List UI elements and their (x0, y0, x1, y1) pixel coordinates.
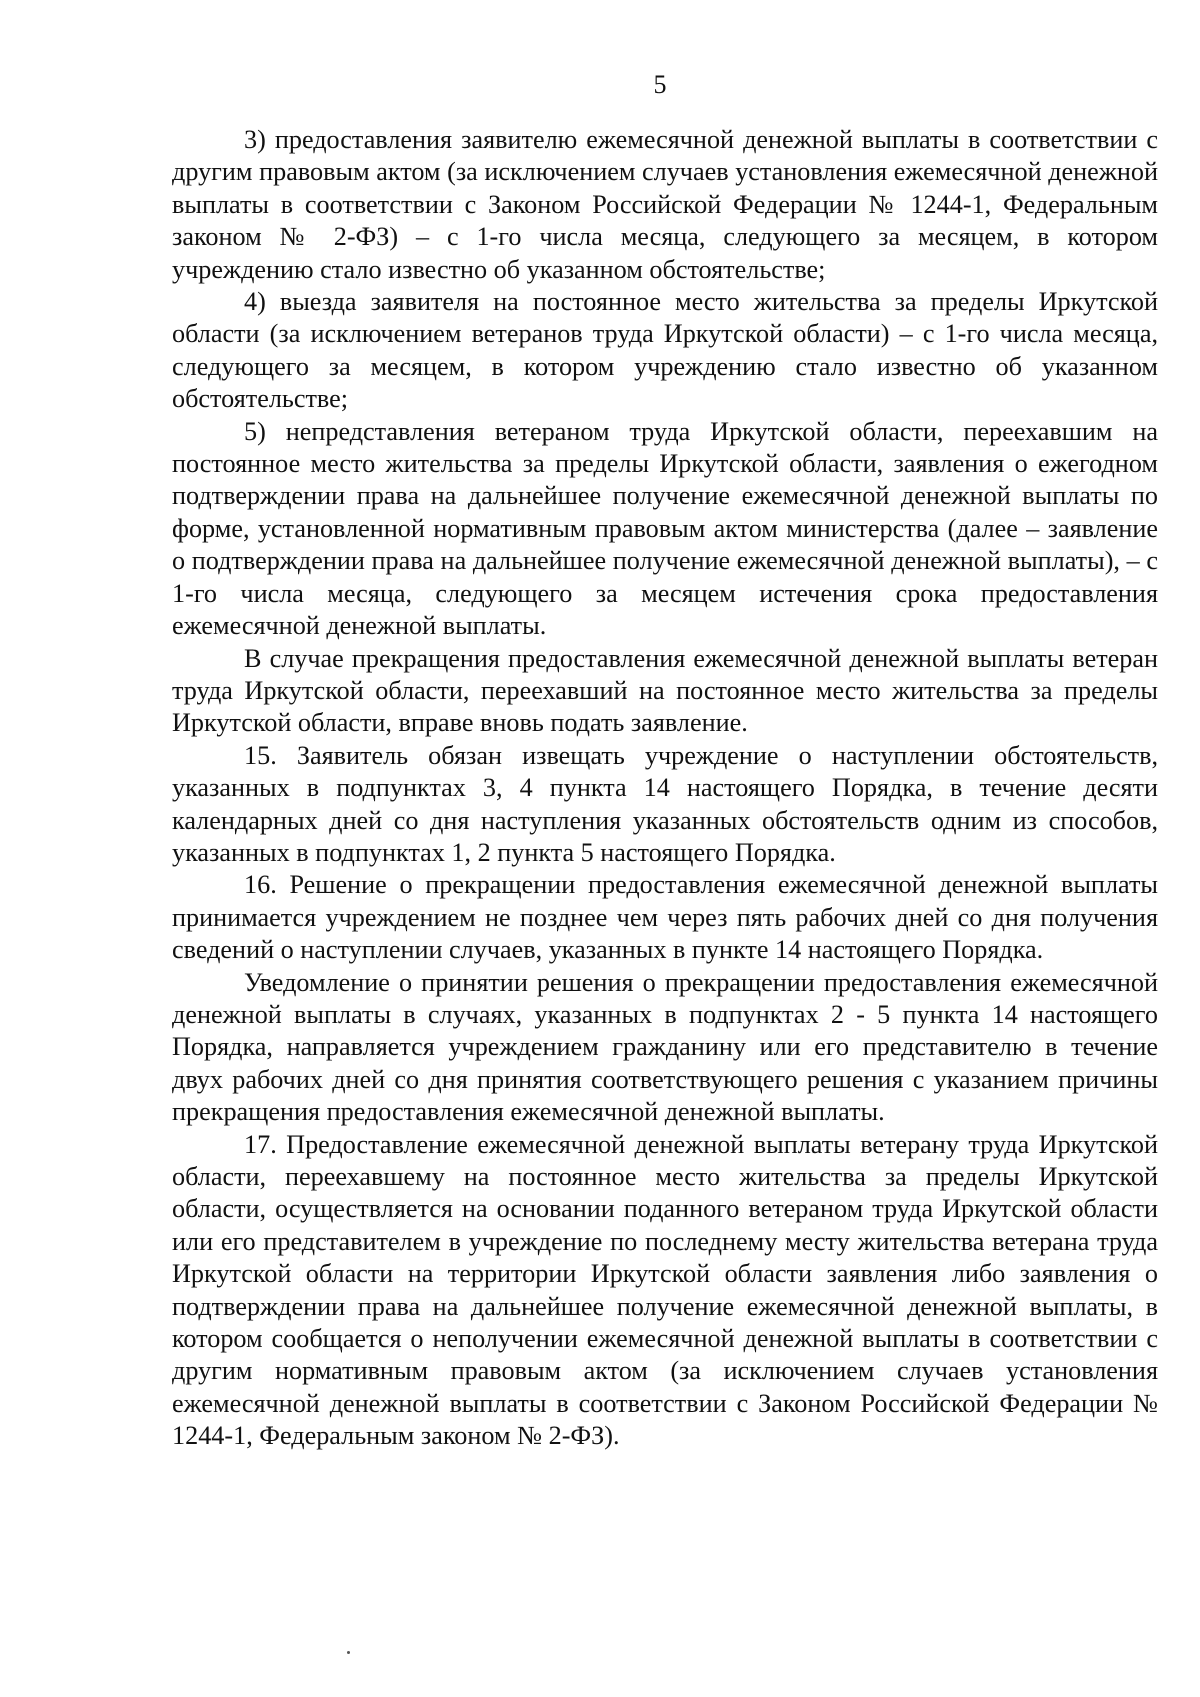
paragraph-termination-case: В случае прекращения предоставления ежемесячной денежной выплаты ветеран труда Иркутской области, переехавший на постоянное место жительства за пределы Иркутской области, вправе вновь подать заявление. (172, 643, 1158, 738)
paragraph-item-16: 16. Решение о прекращении предоставления ежемесячной денежной выплаты принимается учреждением не позднее чем через пять рабочих дней со дня получения сведений о наступлении случаев, указанных в пункте 14 настоящего Порядка. (172, 870, 1158, 965)
paragraph-subitem-4: 4) выезда заявителя на постоянное место жительства за пределы Иркутской области (за исключением ветеранов труда Иркутской области) – с 1-го числа месяца, следующего за месяцем, в котором учреждению стало известно об указанном обстоятельстве; (172, 287, 1158, 414)
document-body (172, 124, 1158, 1453)
paragraph-subitem-5: 5) непредставления ветераном труда Иркутской области, переехавшим на постоянное место жительства за пределы Иркутской области, заявления о ежегодном подтверждении права на дальнейшее получение ежемесячной денежной выплаты по форме, установленной нормативным правовым актом министерства (далее – заявление о подтверждении права на дальнейшее получение ежемесячной денежной выплаты), – с 1-го числа месяца, следующего за месяцем истечения срока предоставления ежемесячной денежной выплаты. (172, 416, 1158, 641)
scan-dot-mark (347, 1651, 350, 1654)
paragraph-item-15: 15. Заявитель обязан извещать учреждение о наступлении обстоятельств, указанных в подпунктах 3, 4 пункта 14 настоящего Порядка, в течение десяти календарных дней со дня наступления указанных обстоятельств одним из способов, указанных в подпунктах 1, 2 пункта 5 настоящего Порядка. (172, 740, 1158, 867)
paragraph-item-17: 17. Предоставление ежемесячной денежной выплаты ветерану труда Иркутской области, переехавшему на постоянное место жительства за пределы Иркутской области, осуществляется на основании поданного ветераном труда Иркутской области или его представителем в учреждение по последнему месту жительства ветерана труда Иркутской области на территории Иркутской области заявления либо заявления о подтверждении права на дальнейшее получение ежемесячной денежной выплаты, в котором сообщается о неполучении ежемесячной денежной выплаты в соответствии с другим нормативным правовым актом (за исключением случаев установления ежемесячной денежной выплаты в соответствии с Законом Российской Федерации № 1244-1, Федеральным законом № 2-ФЗ). (172, 1129, 1158, 1451)
page-number: 5 (653, 70, 667, 99)
paragraph-notification: Уведомление о принятии решения о прекращении предоставления ежемесячной денежной выплаты в случаях, указанных в подпунктах 2 - 5 пункта 14 настоящего Порядка, направляется учреждением гражданину или его представителю в течение двух рабочих дней со дня принятия соответствующего решения с указанием причины прекращения предоставления ежемесячной денежной выплаты. (172, 967, 1158, 1127)
paragraph-subitem-3: 3) предоставления заявителю ежемесячной денежной выплаты в соответствии с другим правовым актом (за исключением случаев установления ежемесячной денежной выплаты в соответствии с Законом Российской Федерации № 1244-1, Федеральным законом № 2-ФЗ) – с 1-го числа месяца, следующего за месяцем, в котором учреждению стало известно об указанном обстоятельстве; (172, 125, 1158, 284)
